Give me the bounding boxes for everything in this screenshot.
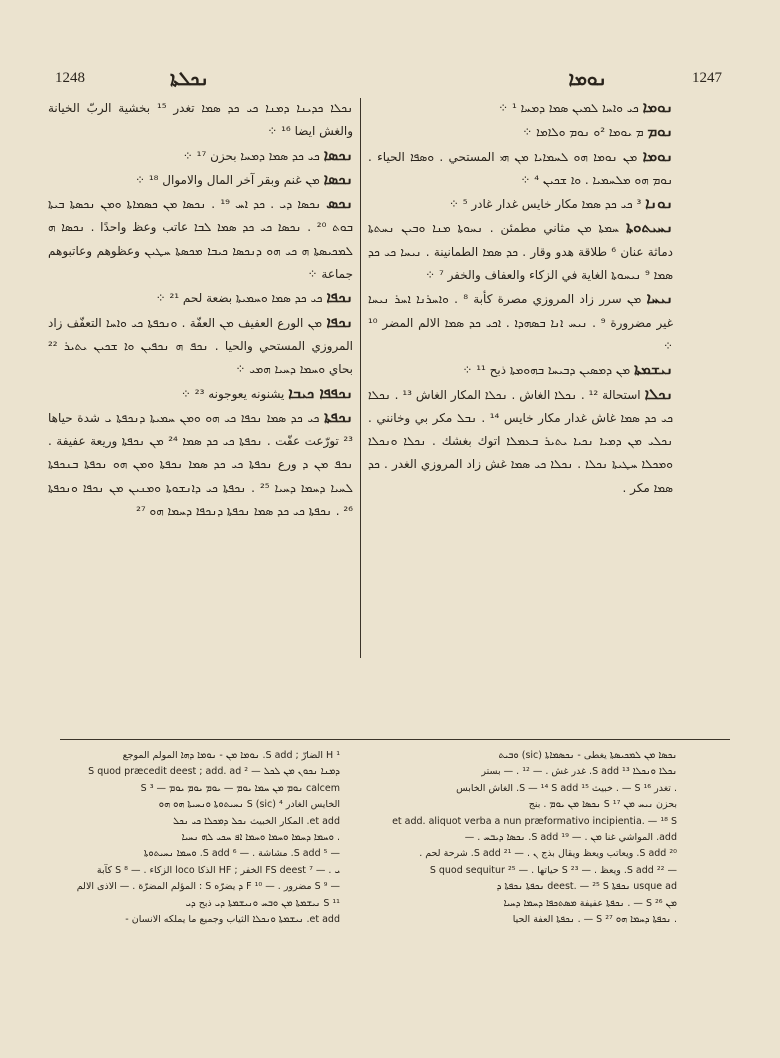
dictionary-entry bbox=[48, 144, 353, 168]
dictionary-entry bbox=[368, 96, 673, 120]
dictionary-entry bbox=[368, 145, 673, 193]
footnote-line: calcem ܢܘܡ ܡܢ ܚܡܐ ܝܘܡ — ܝܘܡ ܝܘܡ ܝܘܡ — ³ S bbox=[140, 782, 340, 794]
dictionary-entry bbox=[368, 383, 673, 500]
entry-lemma: ܢܟܦܐ bbox=[326, 312, 353, 331]
entry-text: ܡܢ غنم وبقر آخر المال والاموال ¹⁸ ⁘ bbox=[134, 172, 320, 187]
dictionary-entry bbox=[48, 96, 353, 144]
footnote-line: ¹ H الضارّ ; S add. ܢܘܡܐ ܡܢ - ܢܘܡܐ ܕܗܐ المولم الموجع bbox=[122, 750, 340, 761]
footnote-line: add. المواشي غنا ܡܢ . — ¹⁹ S add. ܢܟܣܐ ܕܝܒܚ . — bbox=[464, 832, 677, 844]
footnote-line: . تغدر ¹⁶ S — . خبيث ¹⁵ S — ¹⁴ S add. الغاش الخابس bbox=[456, 782, 677, 794]
left-running-head: ܢܟܠܬܐ bbox=[170, 68, 209, 90]
entry-text: استحالة ¹² . ܢܟܠܐ الغاش . ܢܟܠܐ المكار الغاش ¹³ . ܢܟܠܐ ܟܝ ܟܕ ܣܡܐ غاش غدار مكار خايس ¹⁴ . ܢܒܠ مكر بي وخانني . ܢܟܠܝ ܡܢ ܕܡܝܐ ܢܟܝܐ ܝܬܝܪ ܒܥܡܠܐ اتوك بغشك . ܢܟܠܐ ܘܢܟܠܐ ܘܡܟܠܐ ܚܛܝܬܐ ܢܟܠܐ . ܢܟܠܐ ܟܝ ܣܡܐ غش زاد المروزي الغدر . ܟܕ ܣܡܐ مكر . bbox=[368, 387, 673, 495]
dictionary-entry bbox=[48, 406, 353, 523]
entry-text: ܟܝ ܟܕ ܣܡܐ ܢܟܦܐ ܟܝ ܗܘ ܘܡܢ ܚܡܝܬܐ ܕܢܟܦܬܐ ܝ شدة حياها ²³ تورّعت عفّت . ܢܟܦܬܐ ܟܝ ܟܕ ܣܡܐ ²⁴ ܡܢ ܢܟܦܬܐ وريعة عفيفة . ܢܟܦ ܡܢ ܕ ورع ܢܟܦܬܐ ܟܝ ܟܕ ܣܡܐ ܢܟܦܬܐ ܘܡܢ ܗܘ ܢܟܦܬܐ ܒܢܟܦܬܐ ܠܚܝܐ ܕܚܡܐ ܕܚܝܐ ²⁵ . ܢܟܦܬܐ ܟܝ ܕܐܢܫܘܬܐ ܘܡܢܝܢ ܡܢ ܢܟܦܐ ܘܢܟܦܬܐ ²⁶ . ܢܟܦܬܐ ܟܝ ܟܕ ܣܡܐ ܢܟܦܬܐ ܕܢܟܦܐ ܕܚܡܐ ܗܘ ²⁷ bbox=[48, 410, 353, 519]
footnote-line: ¹¹ S ܢܝܫܡܬܐ ܡܢ ܘܒܚ ܘܢܝܫܡܬܐ ܕܝ ذبح ܕܝ bbox=[185, 897, 340, 909]
dictionary-entry bbox=[48, 311, 353, 382]
entry-lemma: ܢܘܢܐ bbox=[645, 194, 673, 213]
entry-lemma: ܢܟܣܐ bbox=[323, 145, 353, 164]
footnotes-right bbox=[377, 748, 677, 1048]
left-column bbox=[48, 96, 353, 736]
footnote-line: et add. المكار الخبيث ܢܟܠ ܕܡܟܠܐ ܟܝ ܢܟܠ bbox=[172, 815, 340, 827]
footnote-line: et add. ܢܝܫܡܬܐ ܘܢܟܠܐ الثياب وجميع ما يملكه الانسان - bbox=[125, 914, 340, 926]
entry-text: ܢܟܠܐ ܟܕܝܢܐ ܕܡܢܐ ܟܝ ܟܕ ܣܡܐ تغدر ¹⁵ بخشية الربّ الخيانة والغش ايضا ¹⁶ ⁘ bbox=[48, 101, 353, 139]
dictionary-entry bbox=[48, 286, 353, 310]
entry-text: ³ ܟܝ ܟܕ ܣܡܐ مكار خايس غدار غادر ⁵ ⁘ bbox=[448, 197, 642, 212]
entry-text: ܟܝ ܟܕ ܣܡܐ ܘܚܡܝܬܐ بضعة لحم ²¹ ⁘ bbox=[155, 291, 323, 306]
entry-text: ܟܝ ܘܐܚܐ ܠܡܝܢ ܣܡܐ ܕܡܚܐ ¹ ⁘ bbox=[498, 101, 639, 115]
entry-lemma: ܢܘܡ bbox=[647, 122, 673, 141]
dictionary-entry bbox=[48, 382, 353, 406]
dictionary-entry bbox=[368, 287, 673, 358]
entry-text: ܟܝ ܟܕ ܣܡܐ ܕܡܚܐ بحزن ¹⁷ ⁘ bbox=[182, 148, 320, 163]
entry-lemma: ܢܝܚܐ bbox=[646, 289, 673, 308]
right-running-head: ܢܘܡܐ bbox=[568, 68, 607, 90]
dictionary-entry bbox=[368, 120, 673, 144]
footnote-line: ܕܡܢܐ ܢܟܘܢ ܡܢ ܠܟܠ — ² S quod præcedit deest ; add. ad bbox=[88, 766, 340, 778]
footnote-line: et add. aliquot verba a nun præformativo incipientia. — ¹⁸ S bbox=[392, 815, 677, 827]
right-page-number: 1247 bbox=[692, 70, 722, 86]
entry-lemma: ܢܟܣܐ bbox=[323, 169, 353, 188]
footnote-line: ܢܟܠܐ ܘܢܟܠܐ ¹³ S add. غدر غش . — ¹² . — بستر bbox=[481, 766, 677, 778]
entry-lemma: ܢܘܡܐ bbox=[642, 98, 673, 116]
entry-text: ܢܟܣܐ ܕܝ . ܟܕ ܐܚ ¹⁹ . ܢܟܣܐ ܡܢ ܟܣܡܐܬܐ ܘܡܢ ܢܟܣܬܐ ܒܝܬܐ ܒܘܬ ²⁰ . ܢܟܣܐ ܟܝ ܟܕ ܣܡܐ ܠܒܐ عاتب وعظ واحدًا . ܢܟܣܐ ܗ ܠܡܟܝܣܬܐ ܗ ܟܝ ܗܘ ܕܢܟܣܐ ܟܝܒܐ ܡܟܣܬܐ ܚܛܝܢ وعظوهم وعاتبوهم جماعة ⁘ bbox=[48, 197, 353, 282]
entry-lemma: ܢܟܣ bbox=[326, 194, 353, 213]
entry-text: يشنونه يعوجونه ²³ ⁘ bbox=[180, 386, 285, 401]
page-header bbox=[55, 68, 722, 98]
footnotes-left bbox=[62, 748, 340, 1048]
entry-lemma: ܢܟܦܦܐ ܟܝܒܐ bbox=[288, 383, 353, 402]
dictionary-entry bbox=[48, 192, 353, 286]
footnote-line: — ⁵ S add. مشاشة . — ⁶ S add. ܘܚܡܐ ܢܚܝܬܘܬܐ bbox=[143, 848, 340, 860]
entry-text: ܡܢ ܢܘܡܐ ܗܘ ܠܚܡܐܝܐ ܡܢ ܗܝ المستحي . ܘܣܦܐ الحياء . ܢܘܡ ܗܘ ܡܠܚܡܝܐ . ܘܐ ܫܟܝܢ ⁴ ⁘ bbox=[368, 149, 673, 187]
column-divider bbox=[360, 98, 361, 658]
footnote-line: . ܢܟܦܬܐ ܕܚܡܐ ܗܘ ²⁷ S — . ܢܟܦܬܐ العفة الحيا bbox=[512, 914, 677, 926]
entry-text: ܚܡܬܐ ܡܢ مثاني مطمئن . ܢܚܘܬܐ ܡܢܐ ܘܒܝܢ ܢܚܬܬܐ دماثة عنان ⁶ طلاقة هدو وقار . ܟܕ ܣܡܐ الطمانينة . ܢܝܚܐ ܟܝ ܟܕ ܣܡܐ ⁹ ܢܝܚܘܬܐ الغاية في الزكاء والعفاف والخفر ⁷ ⁘ bbox=[368, 221, 673, 283]
footnote-line: usque ad ܢܟܦܬܐ deest. — ²⁵ S ܢܟܦܬܐ ܢܟܦܬܐ ܕ bbox=[496, 881, 677, 893]
entry-lemma: ܢܘܡܐ bbox=[642, 146, 673, 165]
entry-lemma: ܢܝܫܡܬܐ bbox=[634, 360, 673, 379]
footnote-line: ܝ . — ⁷ FS deest الخفر ; HF الذكا loco الزكاء . — ⁸ S كآبة bbox=[96, 864, 340, 876]
footnote-line: . ܘܚܡܐ ܕܚܡܐ ܘܚܡܐ ܘܚܡܐ ܐܦ ܚܟܝ ܠܗ ܢܚܝܐ bbox=[181, 832, 340, 844]
footnote-line: بحزن ܢܝܚ ܡܢ ¹⁷ S ܢܟܣܐ ܡܢ ܝܘܡ . بنج bbox=[528, 799, 677, 811]
right-column bbox=[368, 96, 673, 736]
left-page-number: 1248 bbox=[55, 70, 85, 86]
footnote-line: ܢܟܣܐ ܡܢ ܠܡܟܝܣܬܐ يغطى - ܢܟܣܡܐܬܐ (sic) ܘܒܝܬ bbox=[498, 750, 677, 761]
footnote-line: ܡܢ ²⁶ S — . ܢܟܦܬܐ عفيفة ܡܣܬܟܦܐ ܕܚܡܐ ܕܚܝܐ bbox=[503, 897, 677, 909]
dictionary-entry bbox=[48, 168, 353, 192]
footnote-line: ²⁰ S add. ويعاتب ويعظ ويقال بذج ܢ . — ²¹ S add. شرحة لحم . bbox=[419, 848, 677, 860]
entry-lemma: ܢܟܦܬܐ bbox=[324, 407, 353, 426]
footnote-line: الخايس الغادر ⁴ S (sic) ܢܚܝܬܘܬܐ ܘܢܚܝܬܐ ܗܘ ܗܘ bbox=[158, 799, 340, 811]
entry-lemma: ܢܟܠܐ bbox=[644, 384, 673, 403]
footnote-rule bbox=[60, 739, 730, 740]
dictionary-entry bbox=[368, 216, 673, 287]
footnote-line: — ⁹ S مضرور . — ¹⁰ F ܕ يضرّه S : المؤلم المضرّة . — الاذى الالم bbox=[76, 881, 340, 893]
dictionary-entry bbox=[368, 192, 673, 216]
footnote-line: — ²² S add. ويعظ . — ²³ S حياتها . — ²⁵ S quod sequitur bbox=[429, 864, 677, 876]
entry-lemma: ܢܟܦܐ bbox=[326, 288, 353, 307]
entry-text: ܡܢ سرر زاد المروزي مصرة كأبة ⁸ . ܘܐܚܪܢܐ ܐܚܪ ܢܝܚܐ غير مضرورة ⁹ . ܢܝܚ ܐܢܐ ܒܣܗܕܐ . ܐܟܝ ܟܕ ܣܡܐ الالم المضر ¹⁰ ⁘ bbox=[368, 292, 673, 353]
entry-text: ܡ ܝܘܡܐ ²ܘ ܢܘܡ ܘܠܐܡܐ ⁘ bbox=[522, 125, 644, 140]
entry-text: ܡܢ الورع العفيف ܡܢ العفّة . ܘܢܟܦܬܐ ܟܝ ܘܐܚܐ التعفّف زاد المروزي المستحي والحيا . ܢܟܦ ܗ ܢܟܦܝܢ ܘܐ ܫܟܝܢ ܝܬܝܪ ²² بحاي ܘܚܡܐ ܕܚܝܐ ܗܡܝ ⁘ bbox=[48, 315, 353, 377]
entry-text: ܡܢ ܕܡܣܝܢ ܕܒܝܚܐ ܒܗܘܡܬܐ ذبح ¹¹ ⁘ bbox=[462, 363, 631, 378]
dictionary-entry bbox=[368, 358, 673, 382]
entry-lemma: ܢܚܝܬܘܬܐ bbox=[625, 218, 673, 237]
